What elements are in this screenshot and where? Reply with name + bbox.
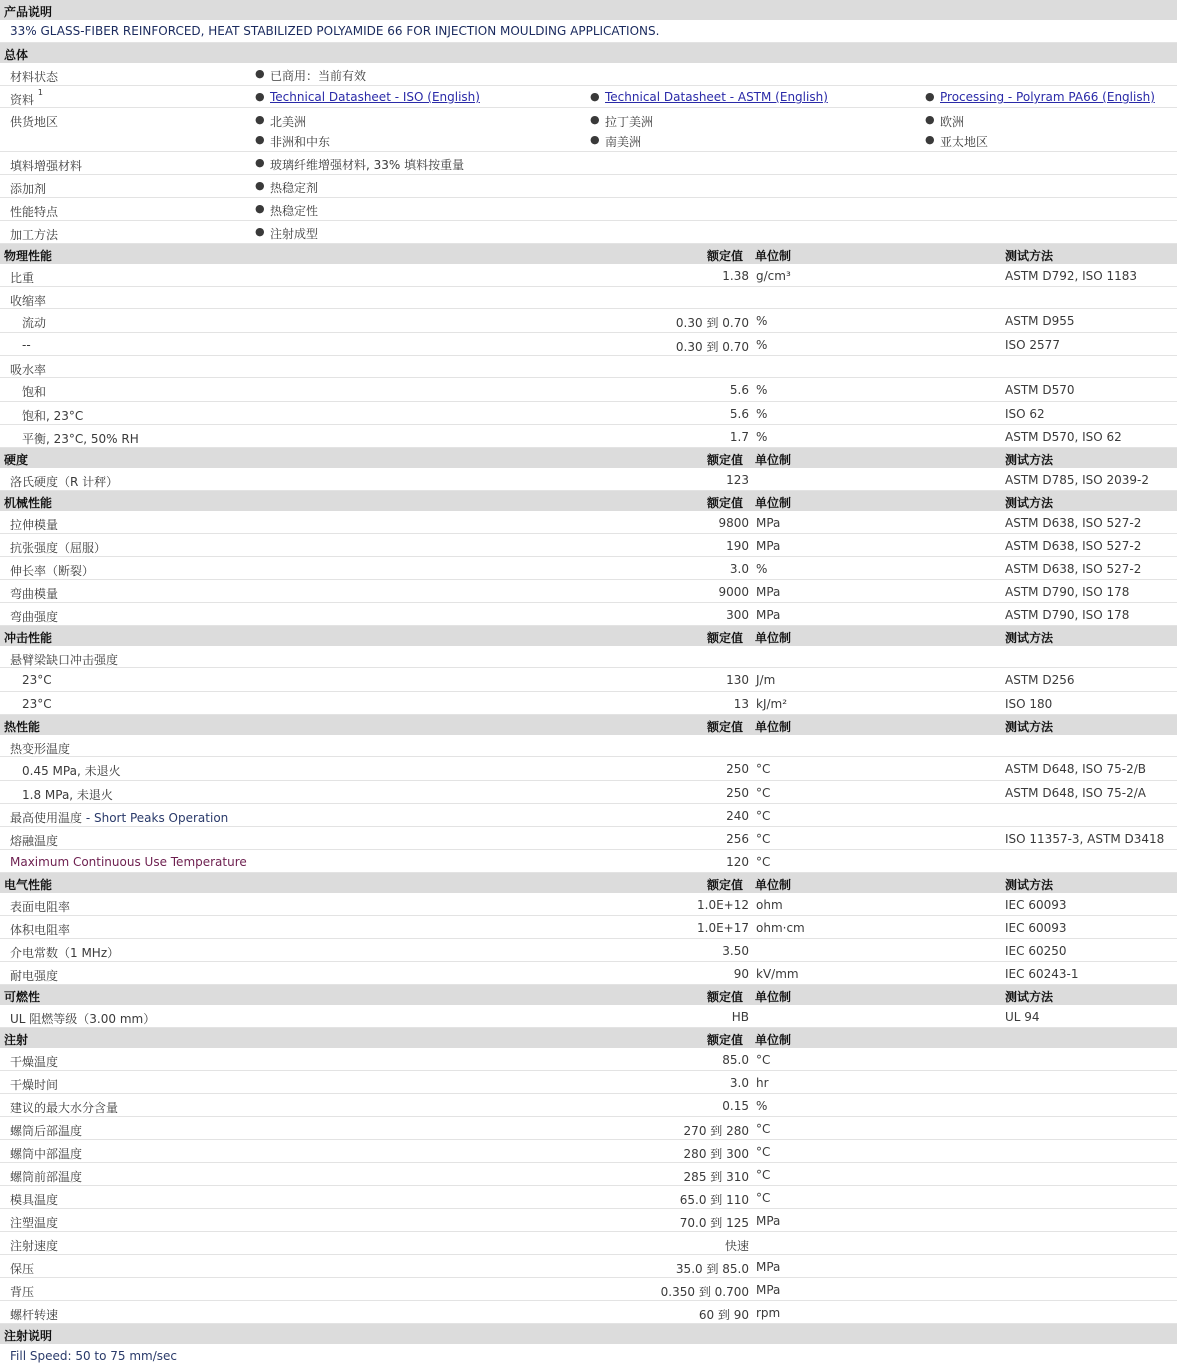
property-row [0,557,1177,580]
property-method: ASTM D955 [1005,314,1075,328]
property-row [0,962,1177,985]
general-row-regions [0,108,1177,152]
property-group-row [0,356,1177,378]
injection-notes-row [0,1344,1177,1364]
section-title: 注射说明 [4,1329,53,1343]
property-label: 螺筒前部温度 [10,1170,83,1184]
property-label: 熔融温度 [10,834,59,848]
section-header-flammability [0,985,1177,1005]
property-method: UL 94 [1005,1010,1040,1024]
property-label: Maximum Continuous Use Temperature [10,855,247,869]
property-value: 123 [726,473,749,487]
property-row [0,1232,1177,1255]
col-header-unit: 单位制 [755,631,792,645]
property-unit: % [756,430,768,444]
property-label: 建议的最大水分含量 [10,1101,119,1115]
property-unit: kJ/m² [756,697,788,711]
general-row-filler [0,152,1177,175]
property-method: ISO 180 [1005,697,1053,711]
property-row [0,1278,1177,1301]
property-label: 弯曲模量 [10,587,59,601]
bullet-icon: ● [925,133,935,146]
status-value: 已商用：当前有效 [270,69,367,83]
property-method: ASTM D790, ISO 178 [1005,585,1130,599]
col-header-method: 测试方法 [1005,990,1054,1004]
section-header-hardness [0,448,1177,468]
col-header-unit: 单位制 [755,1033,792,1047]
general-row-additive [0,175,1177,198]
property-label: UL 阻燃等级（3.00 mm） [10,1012,156,1026]
property-value: 1.0E+12 [697,898,749,912]
region-item: 欧洲 [940,115,965,129]
additive-value: 热稳定剂 [270,181,319,195]
property-row [0,1071,1177,1094]
property-label: 注塑温度 [10,1216,59,1230]
property-value: 1.7 [729,430,749,444]
property-value: 90 [733,967,749,981]
bullet-icon: ● [255,179,265,192]
property-group-label: 热变形温度 [10,742,71,756]
property-label: 1.8 MPa, 未退火 [22,788,113,802]
section-title: 硬度 [4,453,29,467]
section-title: 机械性能 [4,496,53,510]
property-method: ISO 62 [1005,407,1045,421]
property-value: 85.0 [722,1053,749,1067]
col-header-nominal: 额定值 [707,990,744,1004]
property-unit: MPa [756,585,781,599]
section-header-general [0,43,1177,63]
property-label: 体积电阻率 [10,923,71,937]
property-method: ASTM D785, ISO 2039-2 [1005,473,1150,487]
property-row [0,850,1177,873]
section-title: 电气性能 [4,878,53,892]
property-row [0,1255,1177,1278]
property-value: 65.0 到 110 [679,1193,749,1207]
property-row [0,1005,1177,1028]
property-value: 0.15 [722,1099,749,1113]
max-use-label-suffix: - Short Peaks Operation [82,811,229,825]
property-value: 120 [726,855,749,869]
region-item: 拉丁美洲 [605,115,654,129]
doc-link-iso[interactable]: Technical Datasheet - ISO (English) [270,90,480,104]
injection-note: Fill Speed: 50 to 75 mm/sec [10,1349,178,1363]
property-row [0,1301,1177,1324]
col-header-method: 测试方法 [1005,249,1054,263]
property-label: 注射速度 [10,1239,59,1253]
section-title: 可燃性 [4,990,41,1004]
property-row [0,511,1177,534]
property-method: ASTM D648, ISO 75-2/B [1005,762,1147,776]
property-label: 平衡, 23°C, 50% RH [22,432,139,446]
property-value: 5.6 [729,407,749,421]
property-unit: MPa [756,516,781,530]
row-label: 供货地区 [10,115,59,129]
property-value: 250 [726,762,749,776]
section-header-impact [0,626,1177,646]
col-header-unit: 单位制 [755,990,792,1004]
section-header-mechanical [0,491,1177,511]
property-method: IEC 60093 [1005,898,1067,912]
property-group-row [0,735,1177,757]
property-group-row [0,287,1177,309]
property-unit: ohm·cm [756,921,805,935]
property-label: 模具温度 [10,1193,59,1207]
filler-value: 玻璃纤维增强材料, 33% 填料按重量 [270,158,465,172]
bullet-icon: ● [255,156,265,169]
section-title: 物理性能 [4,249,53,263]
bullet-icon: ● [590,90,600,103]
property-label [10,809,228,826]
property-row [0,804,1177,827]
property-label: 饱和 [22,385,47,399]
col-header-method: 测试方法 [1005,453,1054,467]
property-row [0,603,1177,626]
property-value: 9800 [718,516,749,530]
row-label: 加工方法 [10,228,59,242]
region-item: 亚太地区 [940,135,989,149]
property-value: 3.0 [729,1076,749,1090]
bullet-icon: ● [925,113,935,126]
property-row [0,939,1177,962]
section-header-electrical [0,873,1177,893]
property-label: 干燥温度 [10,1055,59,1069]
property-method: ASTM D638, ISO 527-2 [1005,562,1142,576]
col-header-nominal: 额定值 [707,453,744,467]
property-label: 耐电强度 [10,969,59,983]
property-value: 35.0 到 85.0 [675,1262,749,1276]
general-row-features [0,198,1177,221]
col-header-method: 测试方法 [1005,496,1054,510]
property-value: 300 [726,608,749,622]
property-row [0,1209,1177,1232]
property-row [0,757,1177,781]
product-description: 33% GLASS-FIBER REINFORCED, HEAT STABILIZED POLYAMIDE 66 FOR INJECTION MOULDING APPLICATIONS. [10,24,660,38]
property-label: 洛氏硬度（R 计秤） [10,475,119,489]
col-header-nominal: 额定值 [707,249,744,263]
property-method: ISO 11357-3, ASTM D3418 [1005,832,1165,846]
property-value: 70.0 到 125 [679,1216,749,1230]
property-method: ASTM D256 [1005,673,1075,687]
property-value: 240 [726,809,749,823]
product-description-row [0,20,1177,43]
property-group-label: 悬臂梁缺口冲击强度 [10,653,119,667]
property-row [0,402,1177,425]
property-value: 256 [726,832,749,846]
property-value: 250 [726,786,749,800]
property-label: 表面电阻率 [10,900,71,914]
property-method: ASTM D648, ISO 75-2/A [1005,786,1146,800]
bullet-icon: ● [925,90,935,103]
property-unit: % [756,562,768,576]
property-value: 270 到 280 [683,1124,749,1138]
bullet-icon: ● [255,113,265,126]
property-value: 190 [726,539,749,553]
col-header-unit: 单位制 [755,453,792,467]
doc-link-processing[interactable]: Processing - Polyram PA66 (English) [940,90,1155,104]
property-method: ASTM D638, ISO 527-2 [1005,539,1142,553]
property-unit: MPa [756,608,781,622]
property-method: ISO 2577 [1005,338,1060,352]
property-value: 0.30 到 0.70 [675,316,749,330]
property-value: 快速 [724,1239,749,1253]
property-unit: °C [756,832,771,846]
region-item: 南美洲 [605,135,642,149]
property-value: 0.350 到 0.700 [660,1285,749,1299]
property-group-label: 吸水率 [10,363,47,377]
bullet-icon: ● [255,133,265,146]
row-label: 性能特点 [10,205,59,219]
property-unit: °C [756,809,771,823]
property-method: ASTM D570, ISO 62 [1005,430,1122,444]
property-row [0,309,1177,333]
property-unit: MPa [756,1283,781,1297]
property-unit: J/m [756,673,776,687]
property-group-row [0,646,1177,668]
property-value: 13 [733,697,749,711]
col-header-nominal: 额定值 [707,878,744,892]
section-title: 总体 [4,48,29,62]
property-unit: % [756,314,768,328]
property-label: 背压 [10,1285,35,1299]
property-value: 3.50 [722,944,749,958]
property-unit: °C [756,1122,771,1136]
section-title: 注射 [4,1033,29,1047]
property-group-label: 收缩率 [10,294,47,308]
bullet-icon: ● [255,202,265,215]
property-row [0,333,1177,356]
property-label: 螺杆转速 [10,1308,59,1322]
bullet-icon: ● [255,225,265,238]
general-row-status [0,63,1177,86]
property-method: ASTM D792, ISO 1183 [1005,269,1138,283]
property-row [0,1163,1177,1186]
property-unit: hr [756,1076,769,1090]
property-unit: °C [756,786,771,800]
property-label: 螺筒中部温度 [10,1147,83,1161]
col-header-nominal: 额定值 [707,496,744,510]
property-row [0,534,1177,557]
property-row [0,916,1177,939]
feature-value: 热稳定性 [270,204,319,218]
col-header-nominal: 额定值 [707,631,744,645]
property-value: 280 到 300 [683,1147,749,1161]
property-label: 抗张强度（屈服） [10,541,107,555]
property-unit: °C [756,1168,771,1182]
property-row [0,425,1177,448]
property-unit: % [756,338,768,352]
property-unit: °C [756,855,771,869]
general-row-process [0,221,1177,244]
col-header-unit: 单位制 [755,720,792,734]
property-value: 3.0 [729,562,749,576]
section-header-product [0,0,1177,20]
property-label: 干燥时间 [10,1078,59,1092]
col-header-nominal: 额定值 [707,720,744,734]
property-unit: °C [756,762,771,776]
property-label: 保压 [10,1262,35,1276]
col-header-unit: 单位制 [755,878,792,892]
process-value: 注射成型 [270,227,319,241]
property-label: 弯曲强度 [10,610,59,624]
property-value: 0.30 到 0.70 [675,340,749,354]
section-header-injection-notes [0,1324,1177,1344]
property-value: 1.38 [722,269,749,283]
property-value: 1.0E+17 [697,921,749,935]
property-unit: % [756,383,768,397]
property-method: IEC 60250 [1005,944,1067,958]
col-header-method: 测试方法 [1005,720,1054,734]
property-value: 285 到 310 [683,1170,749,1184]
property-unit: rpm [756,1306,781,1320]
property-unit: °C [756,1145,771,1159]
docs-label: 资料 [10,93,35,107]
bullet-icon: ● [255,90,265,103]
property-value: HB [731,1010,749,1024]
property-row [0,668,1177,692]
property-method: ASTM D570 [1005,383,1075,397]
property-unit: % [756,407,768,421]
bullet-icon: ● [590,113,600,126]
property-method: ASTM D790, ISO 178 [1005,608,1130,622]
property-row [0,1094,1177,1117]
property-label: 比重 [10,271,35,285]
property-value: 60 到 90 [698,1308,749,1322]
property-row [0,378,1177,402]
property-unit: MPa [756,539,781,553]
property-value: 5.6 [729,383,749,397]
property-label: 饱和, 23°C [22,409,84,423]
row-label: 材料状态 [10,70,59,84]
general-row-docs [0,86,1177,108]
property-row [0,580,1177,603]
property-unit: kV/mm [756,967,799,981]
row-label: 添加剂 [10,182,47,196]
col-header-method: 测试方法 [1005,878,1054,892]
property-value: 9000 [718,585,749,599]
property-label: -- [22,338,31,352]
property-row [0,1117,1177,1140]
col-header-unit: 单位制 [755,496,792,510]
section-title: 产品说明 [4,5,53,19]
section-header-thermal [0,715,1177,735]
property-unit: MPa [756,1214,781,1228]
property-row [0,468,1177,491]
section-header-injection [0,1028,1177,1048]
property-unit: °C [756,1053,771,1067]
property-label: 伸长率（断裂） [10,564,95,578]
property-row [0,264,1177,287]
property-row [0,692,1177,715]
region-item: 非洲和中东 [270,135,331,149]
property-label: 螺筒后部温度 [10,1124,83,1138]
property-label: 介电常数（1 MHz） [10,946,120,960]
property-label: 23°C [22,697,52,711]
property-value: 130 [726,673,749,687]
property-row [0,893,1177,916]
property-unit: g/cm³ [756,269,791,283]
col-header-method: 测试方法 [1005,631,1054,645]
bullet-icon: ● [255,67,265,80]
property-method: IEC 60093 [1005,921,1067,935]
property-unit: ohm [756,898,783,912]
property-unit: MPa [756,1260,781,1274]
property-label: 0.45 MPa, 未退火 [22,764,121,778]
property-row [0,827,1177,850]
region-item: 北美洲 [270,115,307,129]
property-unit: °C [756,1191,771,1205]
property-label: 流动 [22,316,47,330]
property-row [0,1048,1177,1071]
section-header-physical [0,244,1177,264]
property-row [0,1140,1177,1163]
col-header-unit: 单位制 [755,249,792,263]
max-use-label: 最高使用温度 [10,811,83,825]
property-method: ASTM D638, ISO 527-2 [1005,516,1142,530]
row-label: 填料增强材料 [10,159,83,173]
property-row [0,1186,1177,1209]
row-label [10,88,43,108]
docs-footnote-mark: 1 [37,88,43,97]
section-title: 热性能 [4,720,41,734]
bullet-icon: ● [590,133,600,146]
doc-link-astm[interactable]: Technical Datasheet - ASTM (English) [605,90,828,104]
col-header-nominal: 额定值 [707,1033,744,1047]
property-unit: % [756,1099,768,1113]
property-row [0,781,1177,804]
property-method: IEC 60243-1 [1005,967,1079,981]
property-label: 拉伸模量 [10,518,59,532]
property-label: 23°C [22,673,52,687]
section-title: 冲击性能 [4,631,53,645]
